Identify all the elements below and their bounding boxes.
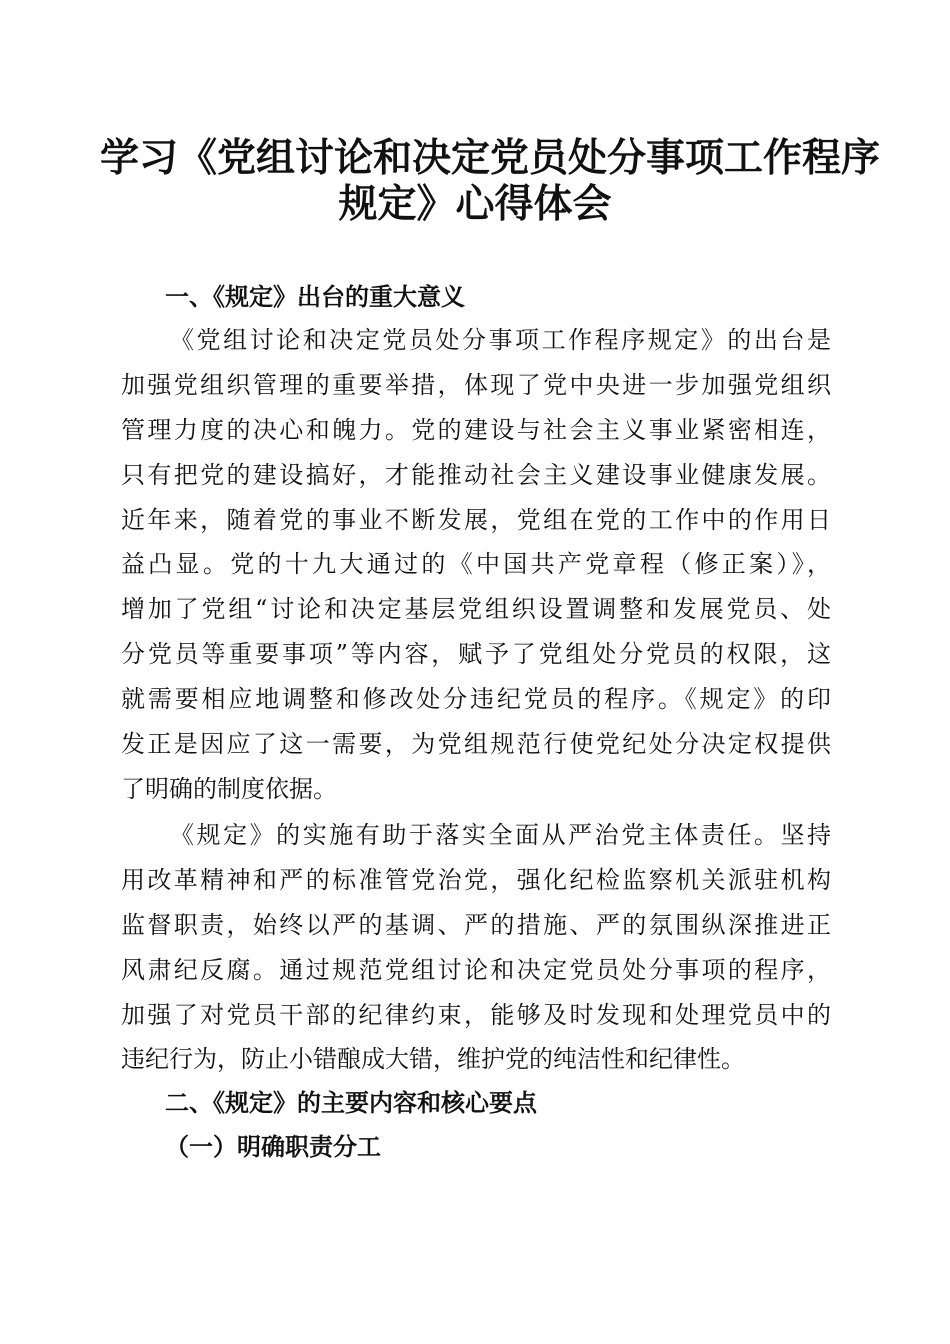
paragraph-line: 了明确的制度依据。 xyxy=(121,774,337,803)
paragraph-line: 违纪行为，防止小错酿成大错，维护党的纯洁性和纪律性。 xyxy=(121,1045,745,1074)
paragraph-line: 益凸显。党的十九大通过的《中国共产党章程（修正案）》， xyxy=(121,550,831,579)
paragraph-line: 《党组讨论和决定党员处分事项工作程序规定》的出台是 xyxy=(170,326,831,354)
paragraph-line: 增加了党组“讨论和决定基层党组织设置调整和发展党员、处 xyxy=(121,595,831,624)
subsection-heading-1: （一）明确职责分工 xyxy=(165,1132,381,1161)
paragraph-line: 用改革精神和严的标准管党治党，强化纪检监察机关派驻机构 xyxy=(121,865,831,894)
document-title-line-2: 规定》心得体会 xyxy=(338,181,612,227)
paragraph-line: 只有把党的建设搞好，才能推动社会主义建设事业健康发展。 xyxy=(121,460,831,489)
paragraph-line: 分党员等重要事项”等内容，赋予了党组处分党员的权限，这 xyxy=(121,640,831,669)
paragraph-2 xyxy=(121,813,831,1082)
section-heading-2: 二、《规定》的主要内容和核心要点 xyxy=(165,1089,537,1117)
paragraph-1 xyxy=(121,318,831,812)
paragraph-line: 近年来，随着党的事业不断发展，党组在党的工作中的作用日 xyxy=(121,505,831,534)
paragraph-line: 加强党组织管理的重要举措，体现了党中央进一步加强党组织 xyxy=(121,370,831,399)
section-heading-1: 一、《规定》出台的重大意义 xyxy=(165,283,465,311)
paragraph-line: 《规定》的实施有助于落实全面从严治党主体责任。坚持 xyxy=(170,821,831,849)
paragraph-line: 发正是因应了这一需要，为党组规范行使党纪处分决定权提供 xyxy=(121,730,831,759)
paragraph-line: 加强了对党员干部的纪律约束，能够及时发现和处理党员中的 xyxy=(121,1000,831,1029)
paragraph-line: 风肃纪反腐。通过规范党组讨论和决定党员处分事项的程序， xyxy=(121,955,831,984)
paragraph-line: 就需要相应地调整和修改处分违纪党员的程序。《规定》的印 xyxy=(121,685,831,714)
paragraph-line: 管理力度的决心和魄力。党的建设与社会主义事业紧密相连， xyxy=(121,415,831,444)
document-title-line-1: 学习《党组讨论和决定党员处分事项工作程序 xyxy=(100,135,881,181)
paragraph-line: 监督职责，始终以严的基调、严的措施、严的氛围纵深推进正 xyxy=(121,910,831,939)
